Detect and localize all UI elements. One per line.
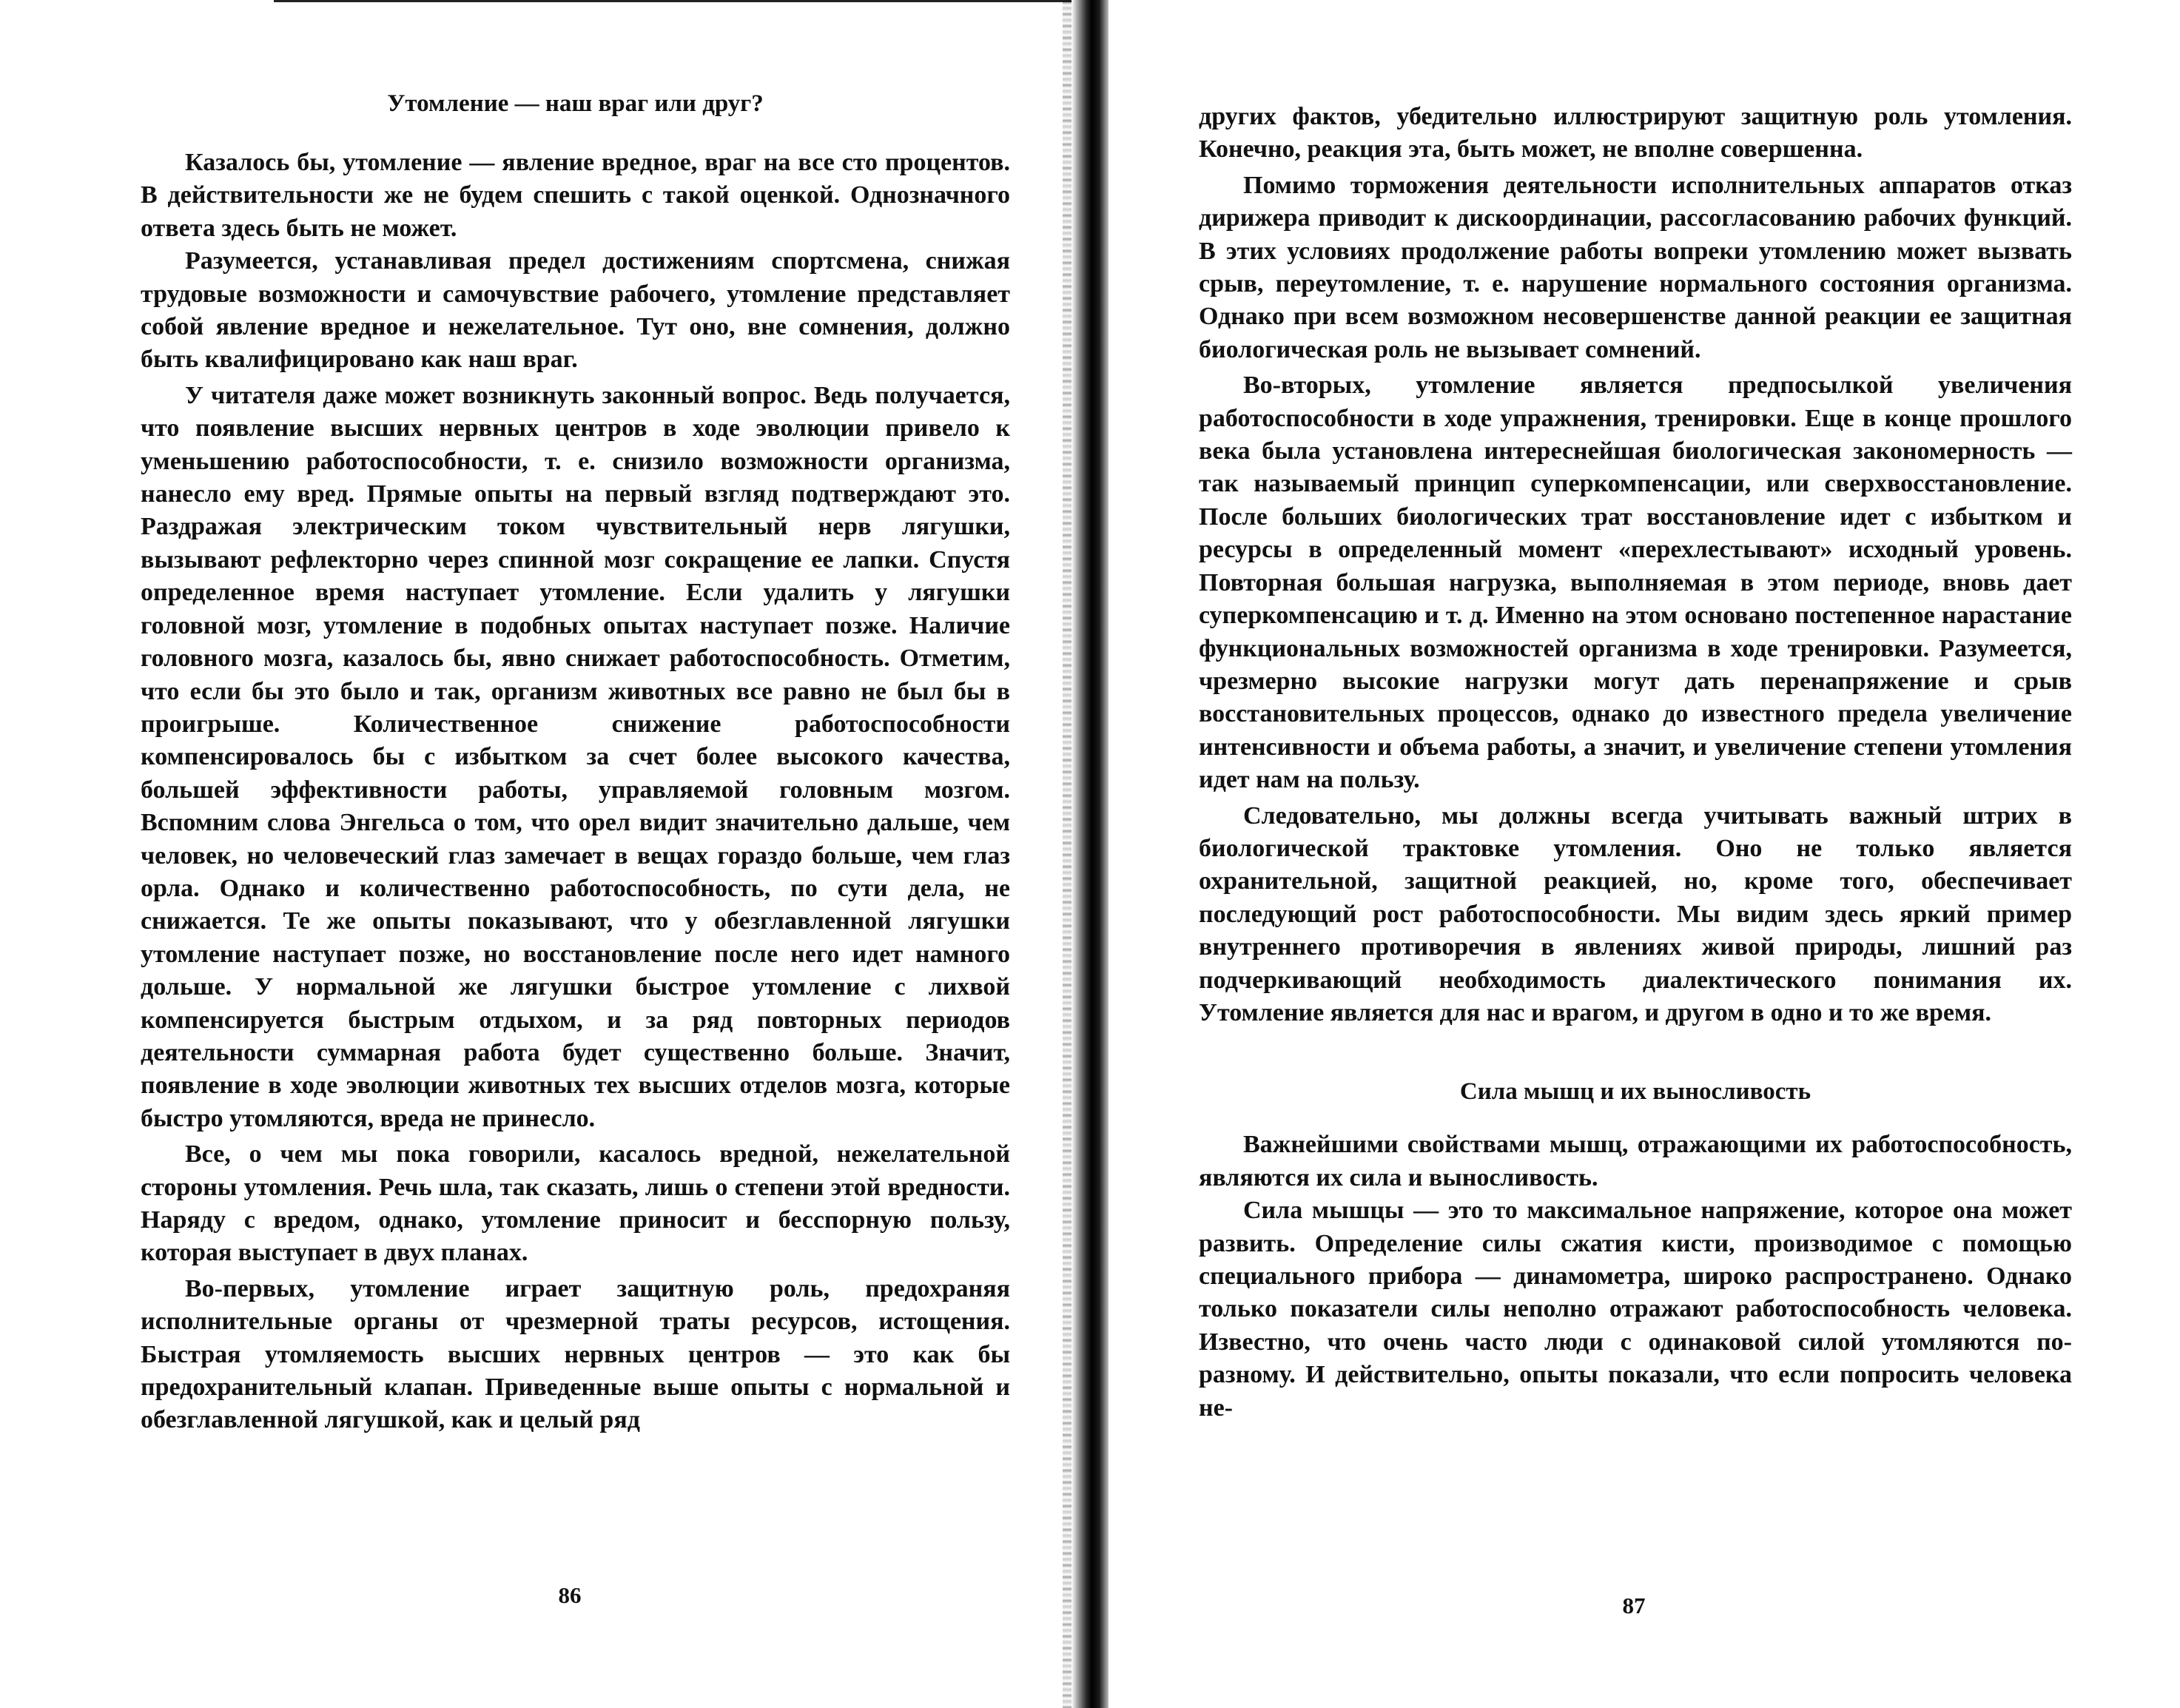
paragraph: Следовательно, мы должны всегда учитывать важный штрих в биологической трактовке утомления. Оно не только является охранительной, защитной реакцией, но, кроме того, обеспечивает последующий рост работоспособности. Мы видим здесь яркий пример внутреннего противоречия в явлениях живой природы, лишний раз подчеркивающий необходимость диалектического понимания их. Утомление является для нас и врагом, и другом в одно и то же время. <box>1199 801 2072 1026</box>
page-number-right: 87 <box>1622 1593 1646 1618</box>
paragraph: Все, о чем мы пока говорили, касалось вредной, нежелательной стороны утомления. Речь шла, так сказать, лишь о степени этой вредности. Наряду с вредом, однако, утомление приносит и бесспорную пользу, которая выступает в двух планах. <box>141 1140 1010 1267</box>
page-number-left: 86 <box>558 1582 582 1608</box>
paragraph: других фактов, убедительно иллюстрируют защитную роль утомления. Конечно, реакция эта, быть может, не вполне совершенна. <box>1199 103 2072 164</box>
paragraph: Важнейшими свойствами мышц, отражающими их работоспособность, являются их сила и выносливость. <box>1199 1131 2072 1191</box>
page-top-edge <box>274 0 1088 2</box>
book-gutter <box>1072 0 1108 1708</box>
paragraph: Казалось бы, утомление — явление вредное, враг на все сто процентов. В действительности же не будем спешить с такой оценкой. Однозначного ответа здесь быть не может. <box>141 149 1010 242</box>
right-page <box>1199 101 2072 1425</box>
chapter-heading: Утомление — наш враг или друг? <box>387 90 764 117</box>
paragraph: У читателя даже может возникнуть законный вопрос. Ведь получается, что появление высших нервных центров в ходе эволюции привело к уменьшению работоспособности, т. е. снизило возможности организма, нанесло ему вред. Прямые опыты на первый взгляд подтверждают это. Раздражая электрическим током чувствительный нерв лягушки, вызывают рефлекторно через спинной мозг сокращение ее лапки. Спустя определенное время наступает утомление. Если удалить у лягушки головной мозг, утомление в подобных опытах наступает позже. Наличие головного мозга, казалось бы, явно снижает работоспособность. Отметим, что если бы это было и так, организм животных все равно не был бы в проигрыше. Количественное снижение работоспособности компенсировалось бы с избытком за счет более высокого качества, большей эффективности работы, управляемой головным мозгом. Вспомним слова Энгельса о том, что орел видит значительно дальше, чем человек, но человеческий глаз замечает в вещах гораздо больше, чем глаз орла. Однако и количественно работоспособность, по сути дела, не снижается. Те же опыты показывают, что у обезглавленной лягушки утомление наступает позже, но восстановление после него идет намного дольше. У нормальной же лягушки быстрое утомление с лихвой компенсируется быстрым отдыхом, и за ряд повторных периодов деятельности суммарная работа будет существенно больше. Значит, появление в ходе эволюции животных тех высших отделов мозга, которые быстро утомляются, вреда не принесло. <box>141 381 1010 1132</box>
paragraph: Во-вторых, утомление является предпосылкой увеличения работоспособности в ходе упражнения, тренировки. Еще в конце прошлого века была установлена интереснейшая биологическая закономерность — так называемый принцип суперкомпенсации, или сверхвосстановление. После больших биологических трат восстановление идет с избытком и ресурсы в определенный момент «перехлестывают» исходный уровень. Повторная большая нагрузка, выполняемая в этом периоде, вновь дает суперкомпенсацию и т. д. Именно на этом основано постепенное нарастание функциональных возможностей организма в ходе тренировки. Разумеется, чрезмерно высокие нагрузки могут дать перенапряжение и срыв восстановительных процессов, однако до известного предела увеличение интенсивности и объема работы, а значит, и увеличение степени утомления идет нам на пользу. <box>1199 371 2072 794</box>
paragraph: Сила мышцы — это то максимальное напряжение, которое она может развить. Определение силы сжатия кисти, производимое с помощью специального прибора — динамометра, широко распространено. Однако только показатели силы неполно отражают работоспособность человека. Известно, что очень часто люди с одинаковой силой утомляются по-разному. И действительно, опыты показали, что если попросить человека не- <box>1199 1197 2072 1422</box>
section-heading: Сила мышц и их выносливость <box>1459 1078 1811 1106</box>
left-page <box>141 87 1010 1437</box>
paragraph: Разумеется, устанавливая предел достижениям спортсмена, снижая трудовые возможности и самочувствие рабочего, утомление представляет собой явление вредное и нежелательное. Тут оно, вне сомнения, должно быть квалифицировано как наш враг. <box>141 247 1010 374</box>
paragraph: Помимо торможения деятельности исполнительных аппаратов отказ дирижера приводит к дискоординации, рассогласованию рабочих функций. В этих условиях продолжение работы вопреки утомлению может вызвать срыв, переутомление, т. е. нарушение нормального состояния организма. Однако при всем возможном несовершенстве данной реакции ее защитная биологическая роль не вызывает сомнений. <box>1199 171 2072 363</box>
paragraph: Во-первых, утомление играет защитную роль, предохраняя исполнительные органы от чрезмерной траты ресурсов, истощения. Быстрая утомляемость высших нервных центров — это как бы предохранительный клапан. Приведенные выше опыты с нормальной и обезглавленной лягушкой, как и целый ряд <box>141 1274 1010 1434</box>
